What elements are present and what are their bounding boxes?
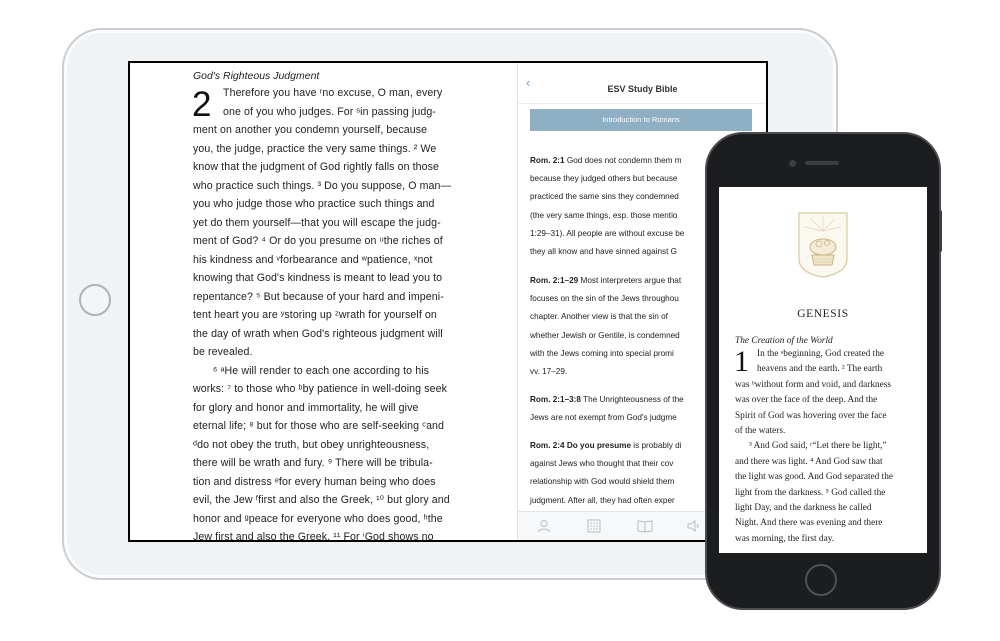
verse-line: light Day, and the darkness he called — [735, 503, 872, 513]
verse-line: ⁶ ᵃHe will render to each one according to his — [213, 364, 430, 377]
verse-line: know that the judgment of God rightly falls on those — [193, 161, 440, 173]
verse-line: was morning, the first day. — [735, 533, 835, 544]
book-title: GENESIS — [797, 308, 849, 320]
verse-line: one of you who judges. For ˢin passing judg- — [223, 105, 436, 118]
verse-line: ment of God? ⁴ Or do you presume on ᵘthe riches of — [193, 235, 443, 247]
verse-line: yet do them yourself—that you will escape the judg- — [193, 216, 441, 229]
earpiece-speaker — [805, 161, 839, 165]
section-heading: God's Righteous Judgment — [193, 70, 320, 82]
iphone-side-button — [939, 210, 942, 252]
verse-line: and there was light. ⁴ And God saw that — [735, 456, 883, 467]
verse-line: be revealed. — [193, 346, 253, 358]
verse-line: evil, the Jew ᶠfirst and also the Greek, ¹⁰ but glory and — [193, 494, 450, 506]
verse-line: knowing that God's kindness is meant to lead you to — [193, 272, 443, 284]
verse-line: Jew first and also the Greek. ¹¹ For ⁱGod shows no — [193, 531, 434, 540]
iphone-home-button[interactable] — [805, 564, 837, 596]
study-note-line: judgment. After all, they had often exper — [530, 495, 675, 505]
verse-line: honor and ᵍpeace for everyone who does good, ʰthe — [193, 512, 443, 525]
verse-line: Therefore you have ʳno excuse, O man, every — [223, 87, 443, 99]
verse-line: works: ⁷ to those who ᵇby patience in well-doing seek — [193, 383, 447, 395]
ipad-home-button[interactable] — [79, 284, 111, 316]
verse-line: ᵈdo not obey the truth, but obey unrighteousness, — [193, 438, 430, 451]
study-note-line: Rom. 2:1–3:8 The Unrighteousness of the — [530, 395, 684, 404]
verse-line: for glory and honor and immortality, he will give — [193, 401, 419, 414]
verse-line: the light was good. And God separated the — [735, 472, 894, 483]
verse-line: who practice such things. ³ Do you suppose, O man— — [193, 179, 452, 192]
ipad-screen — [128, 61, 768, 542]
verse-line: the day of wrath when God's righteous judgment will — [193, 327, 443, 340]
study-note-line: relationship with God would shield them — [530, 477, 675, 487]
study-note-line: Rom. 2:1–29 Most interpreters argue that — [530, 276, 682, 285]
verse-line: tent heart you are ʸstoring up ᶻwrath for yourself on — [193, 309, 437, 321]
back-chevron-icon[interactable]: ‹ — [526, 75, 531, 90]
book-icon[interactable] — [637, 519, 651, 533]
study-panel-title: ESV Study Bible — [607, 84, 678, 94]
study-note-line: focuses on the sin of the Jews throughou — [530, 294, 679, 304]
chapter-number: 1 — [734, 345, 749, 378]
study-note-line: against Jews who thought that their cov — [530, 459, 674, 469]
verse-line: eternal life; ⁸ but for those who are self-seeking ᶜand — [193, 420, 445, 432]
verse-line: ment on another you condemn yourself, because — [193, 124, 428, 136]
verse-line: tion and distress ᵉfor every human being who does — [193, 475, 436, 488]
camera-icon — [789, 160, 796, 167]
study-note-line: vv. 17–29. — [530, 367, 568, 376]
verse-line: Night. And there was evening and there — [735, 518, 883, 529]
study-note-line: (the very same things, esp. those mentio — [530, 210, 678, 220]
speaker-icon[interactable] — [687, 519, 701, 533]
study-note-line: they all know and have sinned against G — [530, 247, 678, 256]
section-heading: The Creation of the World — [735, 336, 833, 346]
verse-line: was over the face of the deep. And the — [735, 395, 878, 406]
study-note-line: 1:29–31). All people are without excuse be — [530, 228, 685, 238]
verse-line: of the waters. — [735, 426, 786, 436]
verse-line: repentance? ⁵ But because of your hard and impeni- — [193, 290, 444, 303]
study-note-line: with the Jews coming into special promi — [530, 348, 674, 358]
verse-line: you, the judge, practice the very same things. ² We — [193, 142, 437, 155]
study-note-line: Jews are not exempt from God's judgme — [530, 413, 677, 423]
person-icon[interactable] — [537, 519, 551, 533]
study-note-line: Rom. 2:1 God does not condemn them m — [530, 156, 682, 165]
verse-line: his kindness and ᵛforbearance and ʷpatience, ˣnot — [193, 253, 433, 266]
bible-reader-pane[interactable] — [130, 63, 517, 540]
verse-line: heavens and the earth. ² The earth — [757, 364, 883, 375]
verse-line: you who judge those who practice such things and — [193, 198, 435, 210]
study-header — [518, 63, 766, 104]
study-note-line: because they judged others but because — [530, 174, 678, 184]
study-note-line: whether Jewish or Gentile, is condemned — [530, 330, 680, 340]
verse-line: was ᵇwithout form and void, and darkness — [735, 379, 891, 390]
introduction-button[interactable]: Introduction to Romans — [530, 109, 752, 131]
grid-icon[interactable] — [587, 519, 601, 533]
study-note-line: Rom. 2:4 Do you presume is probably di — [530, 441, 682, 450]
verse-line: In the ᵃbeginning, God created the — [757, 349, 884, 359]
verse-line: ³ And God said, ᶜ“Let there be light,” — [749, 441, 887, 452]
verse-line: light from the darkness. ⁵ God called the — [735, 487, 886, 498]
genesis-emblem-icon — [797, 211, 849, 279]
iphone-screen[interactable] — [719, 187, 927, 553]
verse-line: Spirit of God was hovering over the face — [735, 410, 887, 421]
study-note-line: practiced the same sins they condemned — [530, 192, 679, 202]
study-note-line: chapter. Another view is that the sin of — [530, 312, 668, 322]
verse-line: there will be wrath and fury. ⁹ There will be tribula- — [193, 457, 433, 469]
chapter-number: 2 — [192, 85, 212, 124]
